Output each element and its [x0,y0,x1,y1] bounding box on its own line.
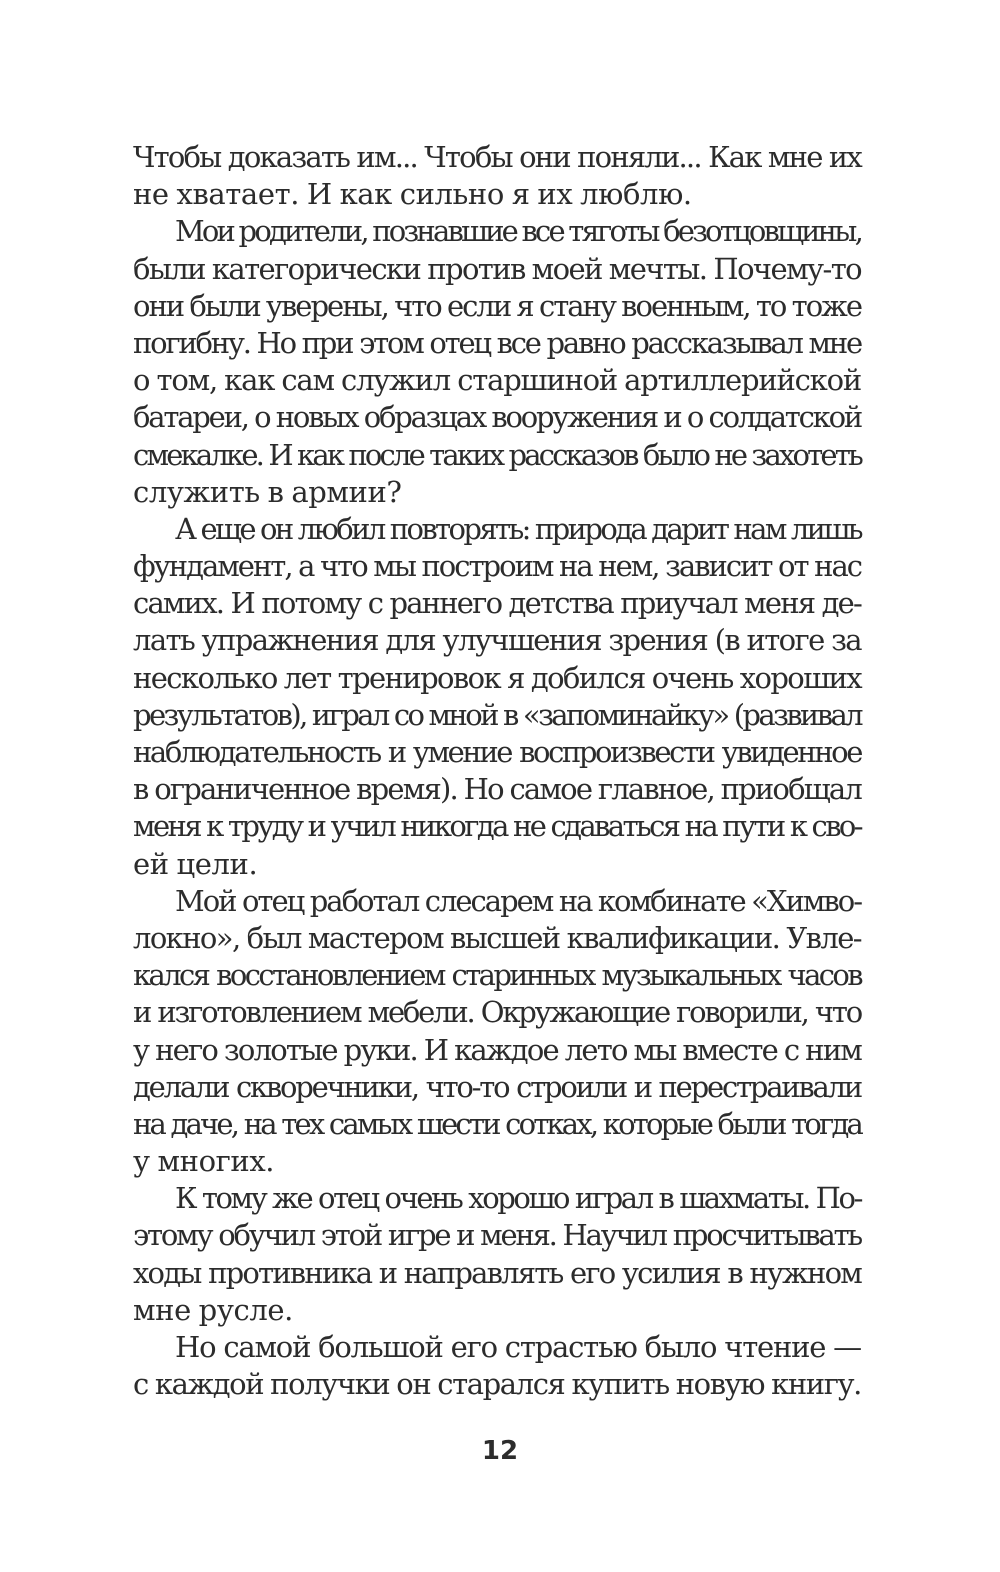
text-line: делали скворечники, что-то строили и перестраивали [133,1069,861,1104]
text-line: Но самой большой его страстью было чтение — [175,1330,861,1364]
text-line: и изготовлением мебели. Окружающие говорили, что [133,995,861,1030]
text-line: лать упражнения для улучшения зрения (в итоге за [133,623,861,658]
text-line: о том, как сам служил старшиной артиллерийской [133,363,861,398]
text-line: несколько лет тренировок я добился очень хороших [133,660,861,695]
text-line: фундамент, а что мы построим на нем, зависит от нас [133,549,861,584]
page-number: 12 [481,1436,519,1466]
text-line: смекалке. И как после таких рассказов было не захотеть [133,437,861,472]
text-line: Чтобы доказать им... Чтобы они поняли... Как мне их [133,140,861,174]
text-line: погибну. Но при этом отец все равно рассказывал мне [133,325,861,360]
text-line: мне русле. [133,1292,293,1327]
text-line: меня к труду и учил никогда не сдаваться на пути к сво- [133,809,861,844]
text-line: кался восстановлением старинных музыкальных часов [133,958,861,993]
body-text [133,139,861,1403]
text-line: Мой отец работал слесарем на комбинате «Химво- [175,883,861,918]
text-line: на даче, на тех самых шести сотках, которые были тогда [133,1106,861,1141]
text-line: у многих. [133,1144,275,1179]
text-line: А еще он любил повторять: природа дарит нам лишь [175,511,861,546]
text-line: с каждой получки он старался купить новую книгу. [133,1367,861,1402]
text-line: локно», был мастером высшей квалификации. Увле- [133,920,861,955]
text-line: в ограниченное время). Но самое главное, приобщал [133,772,861,807]
text-line: самих. И потому с раннего детства приучал меня де- [133,586,861,621]
text-line: они были уверены, что если я стану военным, то тоже [133,288,861,323]
text-line: батареи, о новых образцах вооружения и о солдатской [133,400,861,435]
text-line: не хватает. И как сильно я их люблю. [133,177,692,212]
text-line: ей цели. [133,846,258,881]
text-line: наблюдательность и умение воспроизвести увиденное [133,735,861,769]
text-line: К тому же отец очень хорошо играл в шахматы. По- [175,1181,861,1216]
text-line: были категорически против моей мечты. Почему-то [133,251,861,286]
text-line: ходы противника и направлять его усилия в нужном [133,1255,861,1290]
text-line: этому обучил этой игре и меня. Научил просчитывать [133,1218,861,1253]
text-line: Мои родители, познавшие все тяготы безотцовщины, [175,214,861,249]
text-line: у него золотые руки. И каждое лето мы вместе с ним [133,1032,861,1067]
text-line: результатов), играл со мной в «запоминайку» (развивал [133,697,861,732]
text-line: служить в армии? [133,474,402,509]
